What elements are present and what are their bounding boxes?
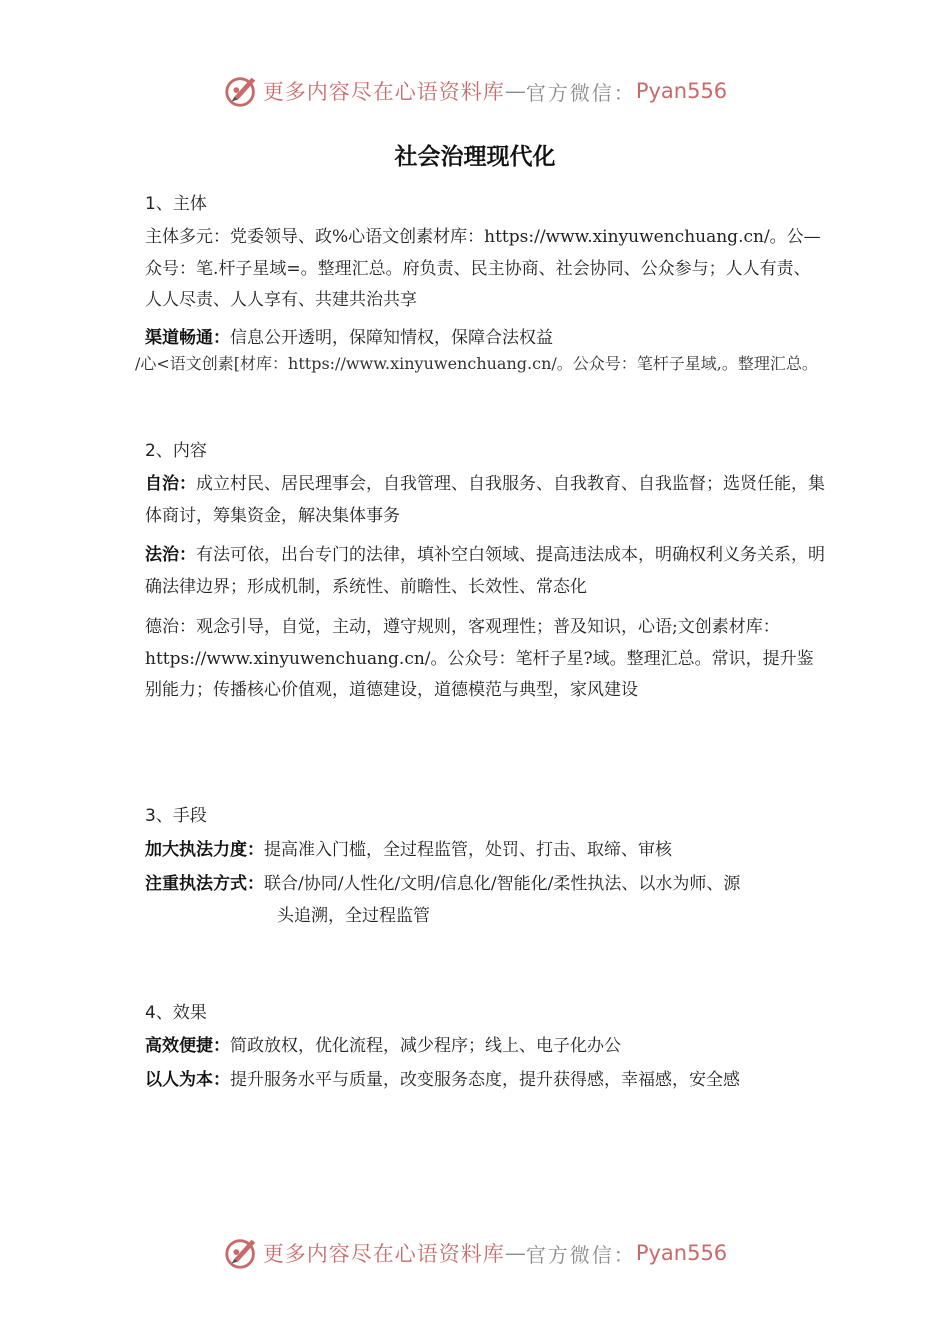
banner-wechat-label: 官方微信： [525,1242,636,1267]
label-enforcement-strength: 加大执法力度： [145,840,264,860]
paragraph-rule-of-law [145,540,825,603]
banner-wechat-label: 官方微信： [525,80,636,105]
label-people-centered: 以人为本： [145,1070,230,1090]
paragraph-text: 成立村民、居民理事会，自我管理、自我服务、自我教育、自我监督；选贤任能，集体商讨，筹集资金，解决集体事务 [145,474,825,526]
paragraph-channels [145,323,825,355]
footer-banner [0,1228,950,1278]
label-rule-of-law: 法治： [145,545,196,565]
section-heading-effects: 4、效果 [145,1003,207,1023]
banner-text: 更多内容尽在心语资料库 [262,80,505,104]
banner-separator: — [504,79,526,103]
paragraph-efficiency [145,1031,825,1063]
paragraph-text: 德治：观念引导，自觉，主动，遵守规则，客观理性；普及知识，心语;文创素材库：https://www.xinyuwenchuang.cn/。公众号：笔杆子星?域。整理汇总。常识，提升鉴别能力；传播核心价值观，道德建设，道德模范与典型，家风建设 [145,617,814,700]
paragraph-text: 主体多元：党委领导、政%心语文创素材库：https://www.xinyuwenchuang.cn/。公—众号：笔.杆子星域=。整理汇总。府负责、民主协商、社会协同、公众参与；人人有责、人人尽责、人人享有、共建共治共享 [145,227,821,310]
banner-wechat-id: Pyan556 [635,1241,728,1265]
paragraph-text: 联合/协同/人性化/文明/信息化/智能化/柔性执法、以水为师、源 [264,874,741,894]
label-enforcement-methods: 注重执法方式： [145,874,264,894]
page-title: 社会治理现代化 [394,144,556,170]
label-self-governance: 自治： [145,474,196,494]
section-heading-content: 2、内容 [145,441,207,461]
banner-wechat-id: Pyan556 [635,79,728,103]
paragraph-text: 提升服务水平与质量，改变服务态度，提升获得感，幸福感，安全感 [230,1070,740,1090]
paragraph-subject-diversity [145,222,825,317]
section-heading-means: 3、手段 [145,806,207,826]
paragraph-text: 简政放权，优化流程，减少程序；线上、电子化办公 [230,1036,621,1056]
paragraph-self-governance [145,469,825,532]
pen-logo-icon [223,1234,261,1272]
header-banner [0,66,950,116]
paragraph-text: 提高准入门槛，全过程监管，处罚、打击、取缔、审核 [264,840,672,860]
banner-text: 更多内容尽在心语资料库 [262,1242,505,1266]
section-heading-subject: 1、主体 [145,194,207,214]
paragraph-rule-of-virtue [145,612,825,707]
watermark-note: /心<语文创素[材库：https://www.xinyuwenchuang.cn/。公众号：笔杆子星域,。整理汇总。 [135,354,818,373]
banner-separator: — [504,1241,526,1265]
label-efficiency: 高效便捷： [145,1036,230,1056]
paragraph-enforcement-strength [145,835,825,867]
paragraph-text: 信息公开透明，保障知情权，保障合法权益 [230,328,553,348]
paragraph-people-centered [145,1065,845,1097]
label-channels: 渠道畅通： [145,328,230,348]
paragraph-enforcement-methods [145,869,825,932]
paragraph-text-continued: 头追溯，全过程监管 [277,905,430,926]
pen-logo-icon [223,72,261,110]
paragraph-text: 有法可依，出台专门的法律，填补空白领域、提高违法成本，明确权利义务关系，明确法律边界；形成机制，系统性、前瞻性、长效性、常态化 [145,545,825,597]
